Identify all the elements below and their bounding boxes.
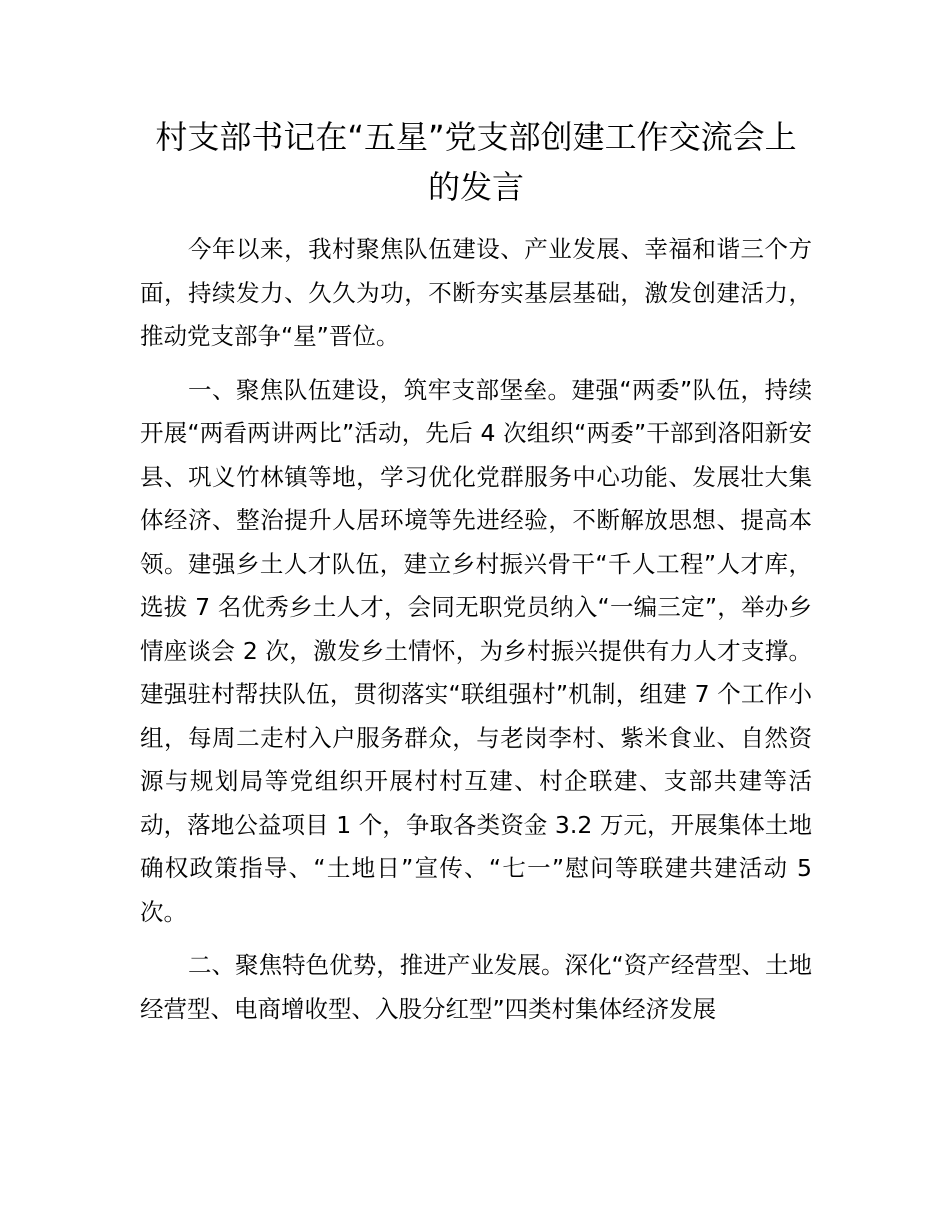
paragraph-intro: 今年以来，我村聚焦队伍建设、产业发展、幸福和谐三个方面，持续发力、久久为功，不断夯实基层基础，激发创建活力，推动党支部争“星”晋位。 bbox=[140, 235, 812, 350]
paragraph-industry-development: 二、聚焦特色优势，推进产业发展。深化“资产经营型、土地经营型、电商增收型、入股分红型”四类村集体经济发展 bbox=[140, 951, 812, 1023]
document-page bbox=[140, 112, 812, 1031]
paragraph-team-building: 一、聚焦队伍建设，筑牢支部堡垒。建强“两委”队伍，持续开展“两看两讲两比”活动，先后 4 次组织“两委”干部到洛阳新安县、巩义竹林镇等地，学习优化党群服务中心功能、发展壮大集体经济、整治提升人居环境等先进经验，不断解放思想、提高本领。建强乡土人才队伍，建立乡村振兴骨干“千人工程”人才库，选拔 7 名优秀乡土人才，会同无职党员纳入“一编三定”，举办乡情座谈会 2 次，激发乡土情怀，为乡村振兴提供有力人才支撑。建强驻村帮扶队伍，贯彻落实“联组强村”机制，组建 7 个工作小组，每周二走村入户服务群众，与老岗李村、紫米食业、自然资源与规划局等党组织开展村村互建、村企联建、支部共建等活动，落地公益项目 1 个，争取各类资金 3.2 万元，开展集体土地确权政策指导、“土地日”宣传、“七一”慰问等联建共建活动 5 次。 bbox=[140, 375, 812, 926]
document-title: 村支部书记在“五星”党支部创建工作交流会上的发言 bbox=[155, 118, 797, 206]
